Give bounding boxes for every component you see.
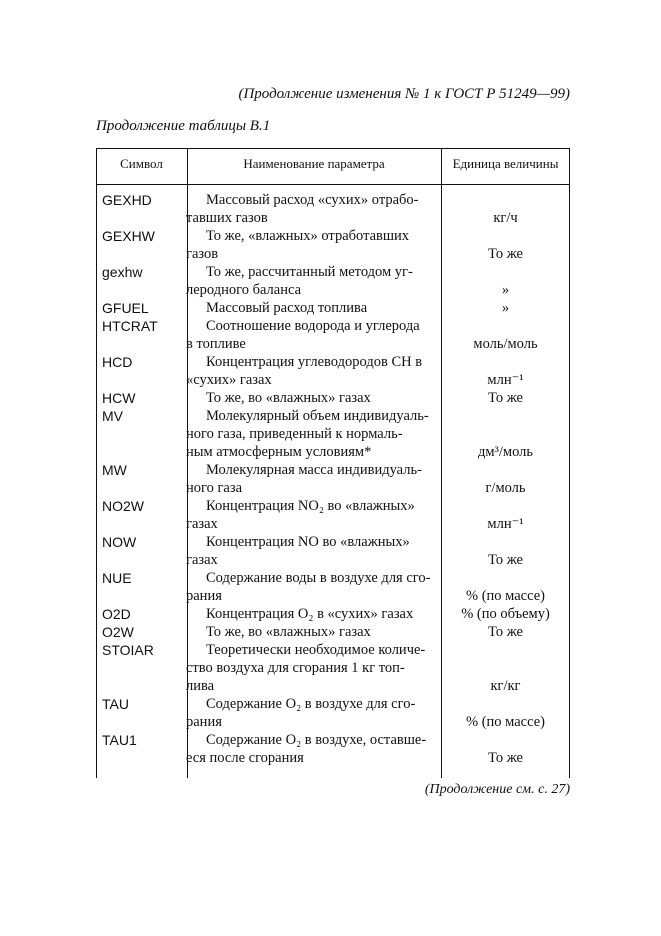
row-parameter	[186, 407, 432, 461]
row-symbol: O2W	[102, 624, 134, 640]
row-unit: дм³/моль	[477, 444, 533, 460]
parameter-line: леродного баланса	[186, 282, 302, 298]
row-parameter	[186, 641, 432, 695]
row-parameter	[206, 299, 432, 317]
row-parameter	[206, 389, 432, 407]
row-parameter	[186, 461, 432, 497]
row-unit: % (по массе)	[466, 714, 545, 730]
row-symbol: NUE	[102, 570, 132, 586]
table-top-border	[96, 148, 570, 149]
parameter-line: тавших газов	[186, 210, 268, 226]
parameter-line: Концентрация NO во «влажных»	[206, 534, 410, 550]
row-parameter	[186, 353, 432, 389]
row-symbol: HCW	[102, 390, 136, 406]
page-header-note: (Продолжение изменения № 1 к ГОСТ Р 51249—99)	[238, 86, 570, 102]
parameter-line: лива	[186, 678, 215, 694]
row-unit: % (по объему)	[461, 606, 550, 622]
row-symbol: TAU	[102, 696, 129, 712]
row-symbol: GFUEL	[102, 300, 149, 316]
page-footer-note: (Продолжение см. с. 27)	[424, 782, 570, 797]
row-parameter	[186, 497, 432, 533]
row-unit: кг/кг	[490, 678, 521, 694]
row-unit: моль/моль	[473, 336, 538, 352]
parameters-table	[96, 148, 570, 778]
parameter-line: Массовый расход топлива	[206, 300, 368, 316]
parameter-line: ство воздуха для сгорания 1 кг топ-	[186, 660, 405, 676]
parameter-line: газов	[186, 246, 219, 262]
parameter-line: ного газа	[186, 480, 243, 496]
parameter-line: рания	[186, 588, 222, 604]
row-symbol: GEXHD	[102, 192, 152, 208]
table-caption: Продолжение таблицы В.1	[96, 118, 271, 134]
row-unit: млн⁻¹	[487, 516, 524, 532]
row-symbol: NO2W	[102, 498, 144, 514]
row-parameter	[206, 605, 432, 623]
row-parameter	[186, 263, 432, 299]
row-unit: кг/ч	[493, 210, 518, 226]
parameter-line: Концентрация O₂ в «сухих» газах	[206, 606, 414, 622]
parameter-line: «сухих» газах	[186, 372, 272, 388]
row-unit: То же	[488, 552, 523, 568]
table-header-divider	[96, 184, 570, 185]
row-parameter	[186, 695, 432, 731]
parameter-line: Массовый расход «сухих» отрабо-	[206, 192, 419, 208]
row-symbol: HCD	[102, 354, 133, 370]
parameter-line: еся после сгорания	[186, 750, 304, 766]
row-symbol: GEXHW	[102, 228, 155, 244]
parameter-line: Концентрация углеводородов СН в	[206, 354, 423, 370]
parameter-line: рания	[186, 714, 222, 730]
parameter-line: Содержание воды в воздухе для сго-	[206, 570, 431, 586]
parameter-line: То же, во «влажных» газах	[206, 390, 371, 406]
parameter-line: То же, во «влажных» газах	[206, 624, 371, 640]
row-symbol: MW	[102, 462, 127, 478]
row-unit: % (по массе)	[466, 588, 545, 604]
parameter-line: Молекулярная масса индивидуаль-	[206, 462, 422, 478]
row-symbol: HTCRAT	[102, 318, 158, 334]
row-unit: млн⁻¹	[487, 372, 524, 388]
row-unit: То же	[488, 246, 523, 262]
parameter-line: Концентрация NO₂ во «влажных»	[206, 498, 415, 514]
row-unit: »	[501, 282, 510, 298]
parameter-line: в топливе	[186, 336, 246, 352]
parameter-line: ным атмосферным условиям*	[186, 444, 372, 460]
column-header-unit: Единица величины	[452, 156, 559, 171]
parameter-line: газах	[186, 552, 218, 568]
row-unit: То же	[488, 750, 523, 766]
row-parameter	[186, 569, 432, 605]
row-parameter	[186, 191, 432, 227]
row-symbol: TAU1	[102, 732, 137, 748]
row-parameter	[186, 533, 432, 569]
row-unit: г/моль	[485, 480, 526, 496]
row-parameter	[206, 623, 432, 641]
parameter-line: Соотношение водорода и углерода	[206, 318, 420, 334]
parameter-line: Содержание O₂ в воздухе, оставше-	[206, 732, 427, 748]
row-symbol: O2D	[102, 606, 131, 622]
row-unit: То же	[488, 390, 523, 406]
parameter-line: Содержание O₂ в воздухе для сго-	[206, 696, 416, 712]
row-symbol: MV	[102, 408, 123, 424]
row-parameter	[186, 731, 432, 767]
row-symbol: STOIAR	[102, 642, 154, 658]
parameter-line: То же, рассчитанный методом уг-	[206, 264, 413, 280]
row-unit: То же	[488, 624, 523, 640]
row-unit: »	[501, 300, 510, 316]
parameter-line: ного газа, приведенный к нормаль-	[186, 426, 403, 442]
column-header-parameter: Наименование параметра	[243, 156, 385, 171]
parameter-line: Молекулярный объем индивидуаль-	[206, 408, 429, 424]
column-header-symbol: Символ	[120, 156, 163, 171]
row-symbol: NOW	[102, 534, 137, 550]
row-parameter	[186, 227, 432, 263]
row-parameter	[186, 317, 432, 353]
table-left-border	[96, 148, 97, 778]
row-symbol: gexhw	[102, 264, 143, 280]
parameter-line: Теоретически необходимое количе-	[206, 642, 426, 658]
parameter-line: газах	[186, 516, 218, 532]
parameter-line: То же, «влажных» отработавших	[206, 228, 410, 244]
